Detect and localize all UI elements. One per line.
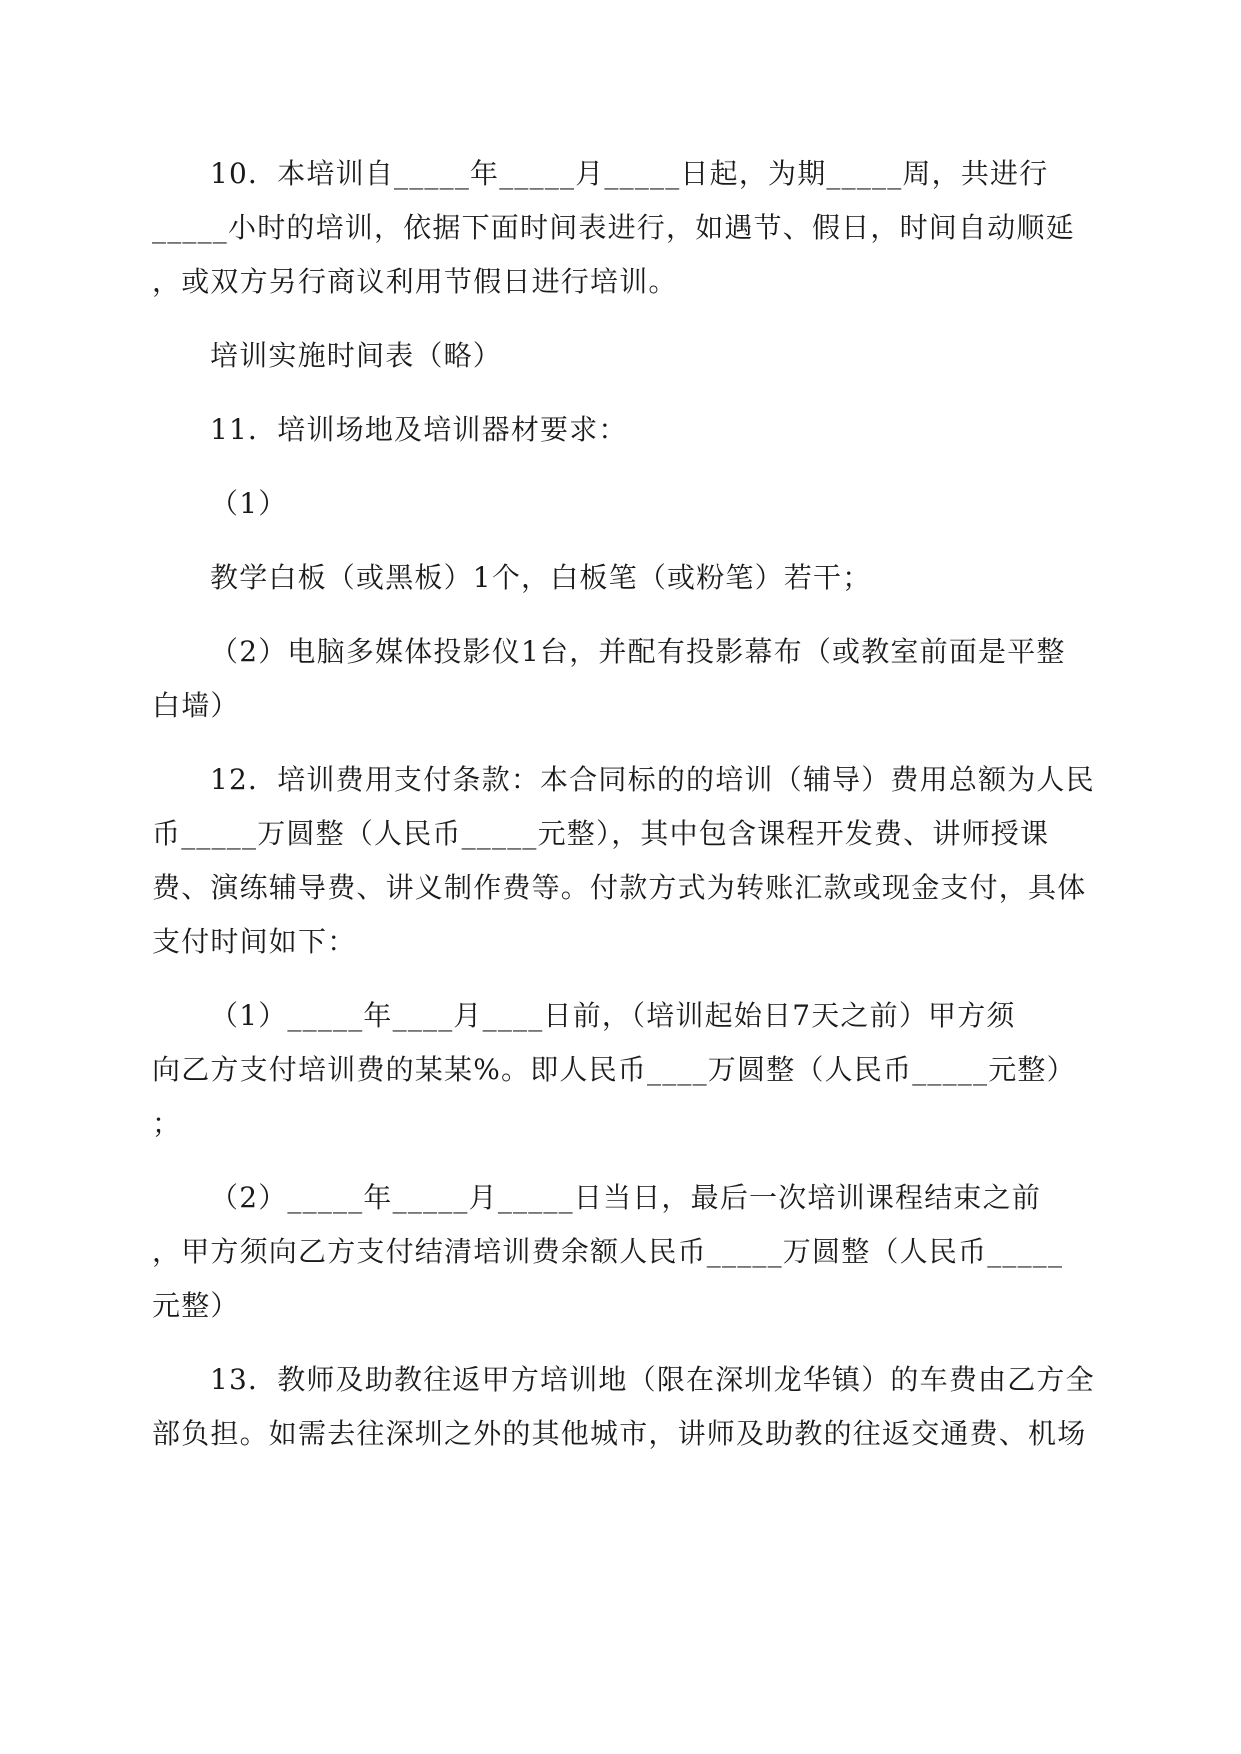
schedule-heading: 培训实施时间表（略） <box>210 339 503 372</box>
payment-item-1-line-1: （1）_____年____月____日前，（培训起始日7天之前）甲方须 <box>210 999 1016 1032</box>
clause-13-line-2: 部负担。如需去往深圳之外的其他城市，讲师及助教的往返交通费、机场 <box>152 1417 1087 1450</box>
clause-12-line-1: 12．培训费用支付条款：本合同标的的培训（辅导）费用总额为人民 <box>210 763 1095 796</box>
payment-item-2-line-1: （2）_____年_____月_____日当日，最后一次培训课程结束之前 <box>210 1181 1042 1214</box>
clause-12-line-4: 支付时间如下： <box>152 925 357 958</box>
clause-10-line-3: ，或双方另行商议利用节假日进行培训。 <box>152 265 678 298</box>
clause-12-line-2: 币_____万圆整（人民币_____元整），其中包含课程开发费、讲师授课 <box>152 817 1050 850</box>
clause-11-heading: 11．培训场地及培训器材要求： <box>210 413 628 446</box>
clause-10-line-2: _____小时的培训，依据下面时间表进行，如遇节、假日，时间自动顺延 <box>152 211 1075 244</box>
clause-11-item-1-label: （1） <box>210 487 288 520</box>
payment-item-1-line-3: ； <box>152 1107 182 1140</box>
clause-11-item-1-text: 教学白板（或黑板）1个，白板笔（或粉笔）若干； <box>210 561 872 594</box>
clause-11-item-2-line-1: （2）电脑多媒体投影仪1台，并配有投影幕布（或教室前面是平整 <box>210 635 1066 668</box>
payment-item-1-line-2: 向乙方支付培训费的某某%。即人民币____万圆整（人民币_____元整） <box>152 1053 1076 1086</box>
clause-10-line-1: 10．本培训自_____年_____月_____日起，为期_____周，共进行 <box>210 157 1049 190</box>
payment-item-2-line-3: 元整） <box>152 1289 240 1322</box>
clause-12-line-3: 费、演练辅导费、讲义制作费等。付款方式为转账汇款或现金支付，具体 <box>152 871 1087 904</box>
clause-13-line-1: 13．教师及助教往返甲方培训地（限在深圳龙华镇）的车费由乙方全 <box>210 1363 1095 1396</box>
clause-11-item-2-line-2: 白墙） <box>152 689 240 722</box>
payment-item-2-line-2: ，甲方须向乙方支付结清培训费余额人民币_____万圆整（人民币_____ <box>152 1235 1064 1268</box>
